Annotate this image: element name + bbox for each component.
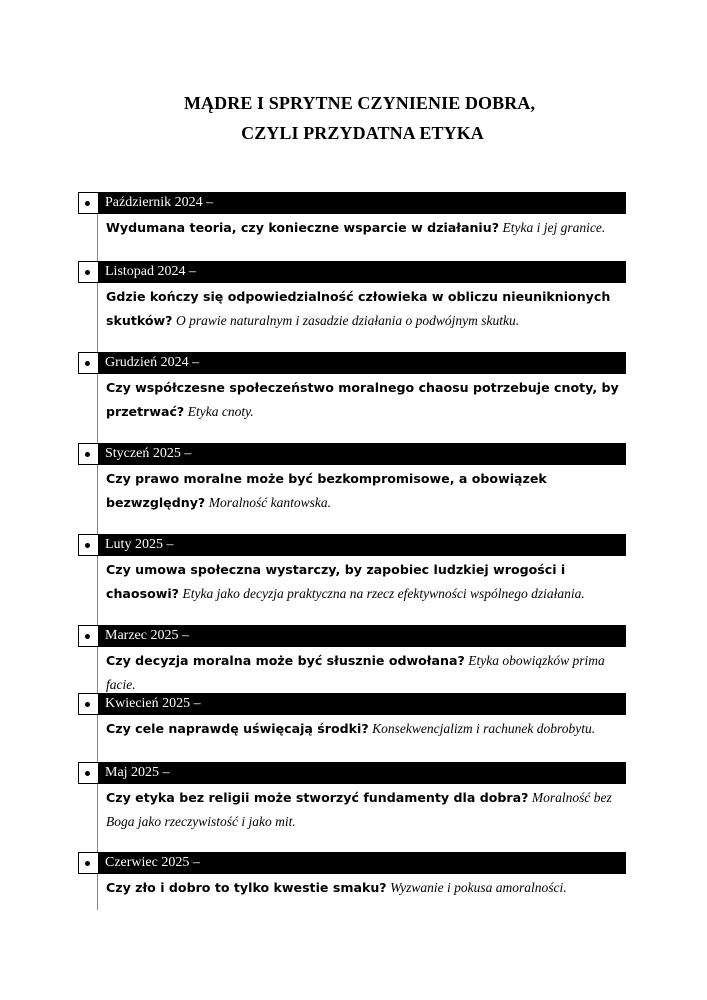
entry-topic: Etyka cnoty. — [187, 403, 254, 419]
entry-description — [106, 286, 626, 333]
entry-date: Grudzień 2024 – — [105, 355, 200, 370]
entry-topic: Moralność bez Boga jako rzeczywistość i jako mit. — [106, 790, 612, 829]
entry-description — [106, 468, 626, 515]
entry-question: Gdzie kończy się odpowiedzialność człowieka w obliczu nieuniknionych skutków? — [106, 289, 611, 328]
schedule-entry-june-2025 — [78, 852, 626, 901]
schedule-entry-march-2025 — [78, 625, 626, 697]
entry-date: Marzec 2025 – — [105, 628, 189, 643]
title-line-1: MĄDRE I SPRYTNE CZYNIENIE DOBRA, — [183, 93, 536, 113]
entry-description — [106, 787, 626, 834]
entry-topic: Etyka i jej granice. — [502, 220, 606, 235]
entry-date: Kwiecień 2025 – — [105, 696, 201, 711]
date-bar — [78, 625, 626, 647]
page-title — [0, 88, 707, 148]
date-bar — [78, 693, 626, 715]
entry-date: Październik 2024 – — [105, 195, 214, 210]
entry-topic: Etyka obowiązków prima facie. — [106, 653, 605, 692]
entry-topic: Moralność kantowska. — [208, 494, 331, 510]
entry-description — [106, 650, 626, 697]
entry-question: Czy cele naprawdę uświęcają środki? — [106, 721, 369, 736]
title-line-2: CZYLI PRZYDATNA ETYKA — [241, 123, 484, 143]
entry-question: Czy współczesne społeczeństwo moralnego chaosu potrzebuje cnoty, by przetrwać? — [106, 380, 619, 419]
date-bar — [78, 852, 626, 874]
schedule-entry-february-2025 — [78, 534, 626, 606]
entry-date: Listopad 2024 – — [105, 264, 196, 279]
entry-question: Czy prawo moralne może być bezkompromisowe, a obowiązek bezwzględny? — [106, 471, 547, 510]
entry-question: Wydumana teoria, czy konieczne wsparcie w działaniu? — [106, 220, 500, 235]
schedule-entry-november-2024 — [78, 261, 626, 333]
entry-question: Czy umowa społeczna wystarczy, by zapobiec ludzkiej wrogości i chaosowi? — [106, 562, 566, 601]
date-bar — [78, 261, 626, 283]
date-bar — [78, 443, 626, 465]
schedule-entry-october-2024 — [78, 192, 626, 241]
entry-topic: O prawie naturalnym i zasadzie działania o podwójnym skutku. — [176, 312, 520, 328]
schedule-entry-december-2024 — [78, 352, 626, 424]
entry-description — [106, 217, 626, 241]
entry-question: Czy etyka bez religii może stworzyć fundamenty dla dobra? — [106, 790, 529, 805]
bullet-icon — [78, 352, 98, 374]
entry-topic: Wyzwanie i pokusa amoralności. — [390, 880, 567, 895]
entry-question: Czy zło i dobro to tylko kwestie smaku? — [106, 880, 387, 895]
date-bar — [78, 762, 626, 784]
entry-date: Czerwiec 2025 – — [105, 855, 200, 870]
entry-description — [106, 718, 626, 742]
bullet-icon — [78, 534, 98, 556]
date-bar — [78, 352, 626, 374]
entry-date: Maj 2025 – — [105, 765, 170, 780]
bullet-icon — [78, 261, 98, 283]
entry-description — [106, 559, 626, 606]
entry-date: Luty 2025 – — [105, 537, 174, 552]
entry-topic: Konsekwencjalizm i rachunek dobrobytu. — [372, 721, 596, 736]
bullet-icon — [78, 625, 98, 647]
date-bar — [78, 534, 626, 556]
bullet-icon — [78, 693, 98, 715]
bullet-icon — [78, 192, 98, 214]
date-bar — [78, 192, 626, 214]
schedule-entry-may-2025 — [78, 762, 626, 834]
entry-question: Czy decyzja moralna może być słusznie odwołana? — [106, 653, 465, 668]
entry-description — [106, 877, 626, 901]
schedule-entry-january-2025 — [78, 443, 626, 515]
entry-topic: Etyka jako decyzja praktyczna na rzecz efektywności wspólnego działania. — [182, 585, 585, 601]
entry-date: Styczeń 2025 – — [105, 446, 192, 461]
bullet-icon — [78, 443, 98, 465]
bullet-icon — [78, 762, 98, 784]
bullet-icon — [78, 852, 98, 874]
schedule-entry-april-2025 — [78, 693, 626, 742]
entry-description — [106, 377, 626, 424]
